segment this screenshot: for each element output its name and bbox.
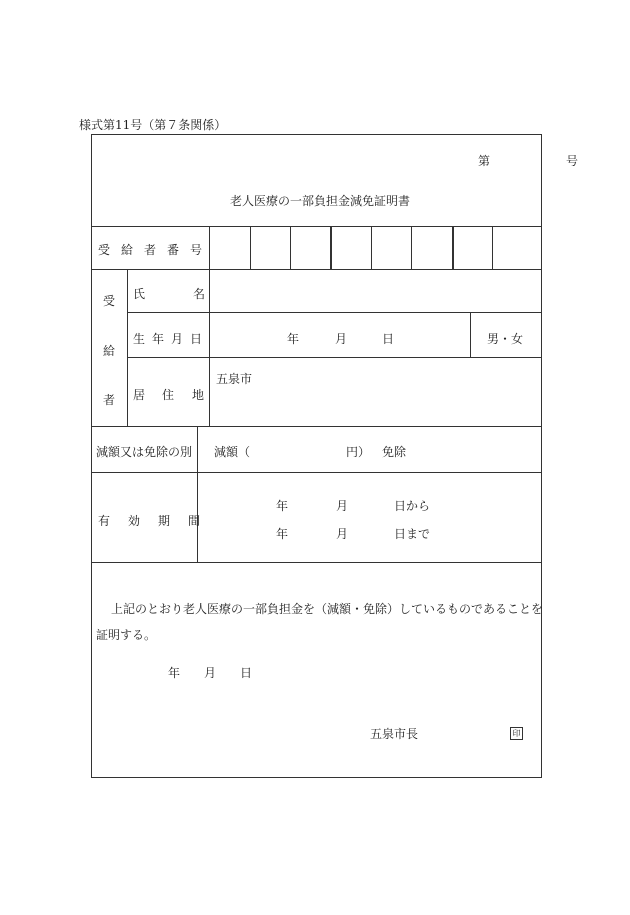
birth-year-label: 年 (287, 332, 300, 346)
reduction-prefix: 減額（ (214, 445, 251, 459)
recipient-label-char-3: 者 (103, 393, 116, 407)
number-box-divider (492, 226, 493, 269)
divider-reduction-bottom (91, 472, 541, 473)
divider-lower-label-column (197, 426, 198, 563)
address-label-char-1: 居 (133, 388, 146, 402)
validity-label: 有効期間 (98, 514, 219, 528)
gender-options: 男・女 (487, 332, 524, 346)
divider-recipient-column (127, 269, 128, 427)
address-label-char-3: 地 (192, 388, 205, 402)
reduction-type-label: 減額又は免除の別 (96, 445, 193, 459)
recipient-number-label: 受給者番号 (98, 243, 214, 257)
address-prefill: 五泉市 (216, 372, 253, 386)
recipient-label-char-2: 給 (103, 344, 116, 358)
exemption-label: 免除 (382, 445, 407, 459)
number-box-divider (290, 226, 291, 269)
divider-gender-column (470, 312, 471, 358)
certificate-title: 老人医療の一部負担金減免証明書 (230, 194, 411, 208)
validity-from-year: 年 (276, 499, 289, 513)
name-label-char-1: 氏 (133, 287, 146, 301)
certification-text-line-2: 証明する。 (96, 628, 157, 642)
divider-birthdate-bottom (127, 357, 541, 358)
validity-from-month: 月 (336, 499, 349, 513)
number-box-divider (250, 226, 251, 269)
recipient-label-char-1: 受 (103, 294, 116, 308)
issue-day-label: 日 (240, 666, 253, 680)
seal-mark (510, 725, 523, 740)
seal-label: 印 (510, 727, 523, 740)
validity-to-year: 年 (276, 527, 289, 541)
number-box-divider-bold (330, 226, 332, 269)
number-box-divider-bold (452, 226, 454, 269)
address-label-char-2: 住 (162, 388, 175, 402)
certification-text-line-1: 上記のとおり老人医療の一部負担金を（減額・免除）しているものであることを (111, 602, 544, 616)
birthdate-label: 生年月日 (133, 332, 210, 346)
number-label: 第 号 (478, 154, 589, 168)
reduction-suffix: 円） (346, 445, 371, 459)
divider-address-bottom (91, 426, 541, 427)
mayor-label: 五泉市長 (370, 727, 419, 741)
divider-recipient-top (91, 226, 541, 227)
number-box-divider (411, 226, 412, 269)
form-label: 様式第11号（第７条関係） (79, 118, 227, 132)
number-box-divider (371, 226, 372, 269)
birth-month-label: 月 (335, 332, 348, 346)
issue-month-label: 月 (204, 666, 217, 680)
name-label-char-2: 名 (193, 287, 206, 301)
validity-to-day: 日まで (394, 527, 431, 541)
issue-year-label: 年 (168, 666, 181, 680)
validity-to-month: 月 (336, 527, 349, 541)
birth-day-label: 日 (382, 332, 395, 346)
divider-validity-bottom (91, 562, 541, 563)
validity-from-day: 日から (394, 499, 431, 513)
divider-recipient-number-bottom (91, 269, 541, 270)
divider-name-bottom (127, 312, 541, 313)
